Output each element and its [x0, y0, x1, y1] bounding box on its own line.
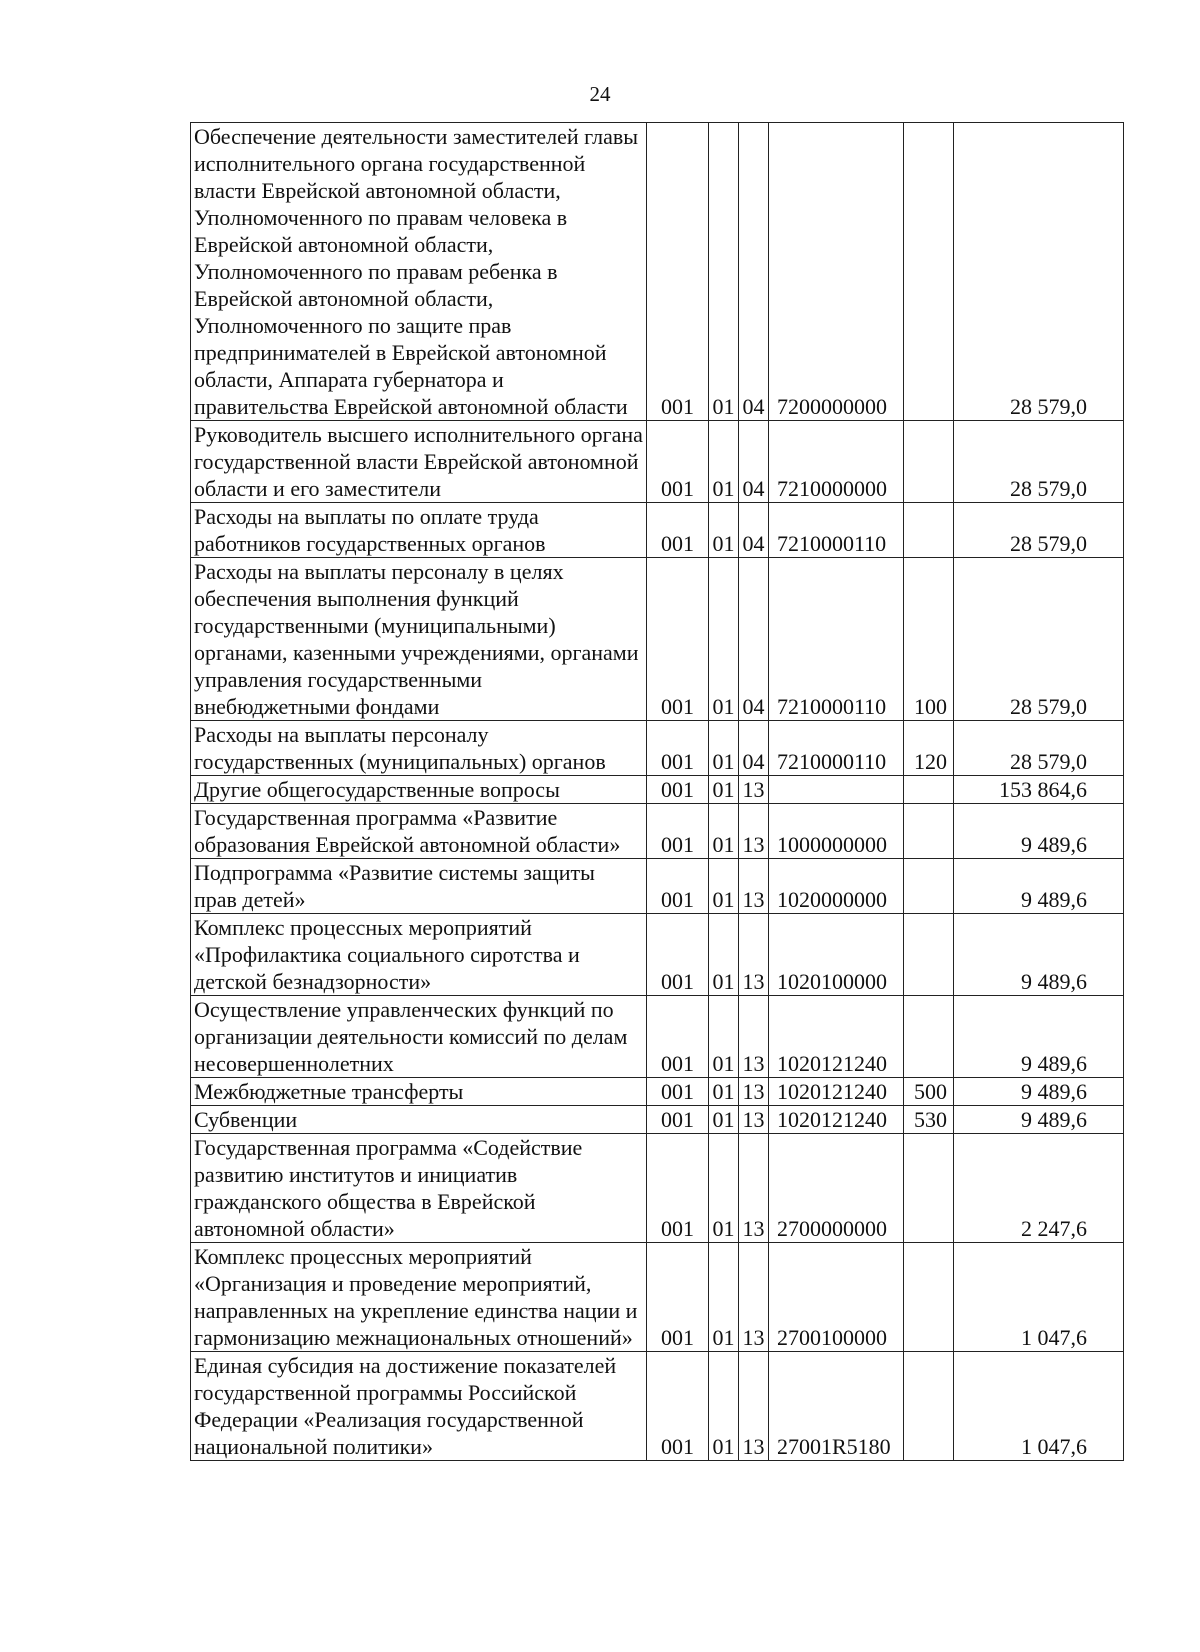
subsection-code-cell: 13 — [739, 776, 769, 804]
subsection-code-cell: 13 — [739, 1134, 769, 1243]
table-row — [191, 1243, 1124, 1352]
section-code-cell: 01 — [709, 776, 739, 804]
amount-cell: 9 489,6 — [954, 1106, 1124, 1134]
amount-cell: 28 579,0 — [954, 503, 1124, 558]
subsection-code-cell: 13 — [739, 1243, 769, 1352]
admin-code-cell: 001 — [647, 503, 709, 558]
row-name-cell: Комплекс процессных мероприятий «Организация и проведение мероприятий, направленных на укрепление единства нации и гармонизацию межнациональных отношений» — [191, 1243, 647, 1352]
admin-code-cell: 001 — [647, 1078, 709, 1106]
subsection-code-cell: 04 — [739, 421, 769, 503]
section-code-cell: 01 — [709, 859, 739, 914]
section-code-cell: 01 — [709, 1243, 739, 1352]
row-name-cell: Осуществление управленческих функций по организации деятельности комиссий по делам несовершеннолетних — [191, 996, 647, 1078]
amount-cell: 1 047,6 — [954, 1352, 1124, 1461]
expense-type-cell — [904, 804, 954, 859]
admin-code-cell: 001 — [647, 776, 709, 804]
admin-code-cell: 001 — [647, 721, 709, 776]
row-name-cell: Подпрограмма «Развитие системы защиты прав детей» — [191, 859, 647, 914]
section-code-cell: 01 — [709, 804, 739, 859]
admin-code-cell: 001 — [647, 859, 709, 914]
expense-type-cell — [904, 859, 954, 914]
expense-type-cell — [904, 123, 954, 421]
expense-type-cell — [904, 503, 954, 558]
target-article-cell: 7210000110 — [769, 721, 904, 776]
table-body — [191, 123, 1124, 1461]
subsection-code-cell: 04 — [739, 123, 769, 421]
table-row — [191, 776, 1124, 804]
page-number: 24 — [589, 82, 611, 106]
amount-cell: 28 579,0 — [954, 558, 1124, 721]
amount-cell: 2 247,6 — [954, 1134, 1124, 1243]
target-article-cell: 2700000000 — [769, 1134, 904, 1243]
expense-type-cell: 530 — [904, 1106, 954, 1134]
subsection-code-cell: 04 — [739, 558, 769, 721]
amount-cell: 9 489,6 — [954, 859, 1124, 914]
row-name-cell: Обеспечение деятельности заместителей главы исполнительного органа государственной власти Еврейской автономной области, Уполномоченного по правам человека в Еврейской автономной области, Уполномоченного по правам ребенка в Еврейской автономной области, Уполномоченного по защите прав предпринимателей в Еврейской автономной области, Аппарата губернатора и правительства Еврейской автономной области — [191, 123, 647, 421]
admin-code-cell: 001 — [647, 421, 709, 503]
subsection-code-cell: 13 — [739, 804, 769, 859]
section-code-cell: 01 — [709, 996, 739, 1078]
subsection-code-cell: 13 — [739, 1106, 769, 1134]
section-code-cell: 01 — [709, 123, 739, 421]
table-row — [191, 503, 1124, 558]
subsection-code-cell: 13 — [739, 1352, 769, 1461]
admin-code-cell: 001 — [647, 558, 709, 721]
row-name-cell: Государственная программа «Содействие развитию институтов и инициатив гражданского общества в Еврейской автономной области» — [191, 1134, 647, 1243]
subsection-code-cell: 13 — [739, 914, 769, 996]
row-name-cell: Субвенции — [191, 1106, 647, 1134]
table-row — [191, 721, 1124, 776]
subsection-code-cell: 04 — [739, 721, 769, 776]
table-row — [191, 558, 1124, 721]
section-code-cell: 01 — [709, 914, 739, 996]
admin-code-cell: 001 — [647, 123, 709, 421]
section-code-cell: 01 — [709, 503, 739, 558]
subsection-code-cell: 04 — [739, 503, 769, 558]
target-article-cell: 7200000000 — [769, 123, 904, 421]
table-row — [191, 1134, 1124, 1243]
subsection-code-cell: 13 — [739, 1078, 769, 1106]
target-article-cell — [769, 776, 904, 804]
target-article-cell: 27001R5180 — [769, 1352, 904, 1461]
admin-code-cell: 001 — [647, 1106, 709, 1134]
target-article-cell: 1020000000 — [769, 859, 904, 914]
row-name-cell: Руководитель высшего исполнительного органа государственной власти Еврейской автономной области и его заместители — [191, 421, 647, 503]
amount-cell: 28 579,0 — [954, 123, 1124, 421]
admin-code-cell: 001 — [647, 996, 709, 1078]
row-name-cell: Межбюджетные трансферты — [191, 1078, 647, 1106]
target-article-cell: 7210000110 — [769, 503, 904, 558]
row-name-cell: Единая субсидия на достижение показателей государственной программы Российской Федерации «Реализация государственной национальной политики» — [191, 1352, 647, 1461]
amount-cell: 28 579,0 — [954, 421, 1124, 503]
amount-cell: 9 489,6 — [954, 804, 1124, 859]
expense-type-cell: 120 — [904, 721, 954, 776]
section-code-cell: 01 — [709, 421, 739, 503]
target-article-cell: 7210000110 — [769, 558, 904, 721]
table-row — [191, 996, 1124, 1078]
expense-type-cell — [904, 1352, 954, 1461]
row-name-cell: Расходы на выплаты персоналу в целях обеспечения выполнения функций государственными (муниципальными) органами, казенными учреждениями, органами управления государственными внебюджетными фондами — [191, 558, 647, 721]
expense-type-cell — [904, 1243, 954, 1352]
expense-type-cell — [904, 1134, 954, 1243]
section-code-cell: 01 — [709, 1078, 739, 1106]
target-article-cell: 1020121240 — [769, 996, 904, 1078]
target-article-cell: 1020121240 — [769, 1106, 904, 1134]
table-row — [191, 1352, 1124, 1461]
table-row — [191, 804, 1124, 859]
table-row — [191, 914, 1124, 996]
admin-code-cell: 001 — [647, 1243, 709, 1352]
section-code-cell: 01 — [709, 558, 739, 721]
expense-type-cell — [904, 776, 954, 804]
expense-type-cell: 100 — [904, 558, 954, 721]
row-name-cell: Расходы на выплаты персоналу государственных (муниципальных) органов — [191, 721, 647, 776]
admin-code-cell: 001 — [647, 1352, 709, 1461]
row-name-cell: Государственная программа «Развитие образования Еврейской автономной области» — [191, 804, 647, 859]
admin-code-cell: 001 — [647, 804, 709, 859]
section-code-cell: 01 — [709, 1352, 739, 1461]
table-row — [191, 123, 1124, 421]
expense-type-cell — [904, 996, 954, 1078]
target-article-cell: 1020121240 — [769, 1078, 904, 1106]
table-row — [191, 859, 1124, 914]
subsection-code-cell: 13 — [739, 859, 769, 914]
table-row — [191, 1106, 1124, 1134]
amount-cell: 153 864,6 — [954, 776, 1124, 804]
table-row — [191, 421, 1124, 503]
section-code-cell: 01 — [709, 721, 739, 776]
table-row — [191, 1078, 1124, 1106]
target-article-cell: 7210000000 — [769, 421, 904, 503]
expense-type-cell — [904, 421, 954, 503]
row-name-cell: Комплекс процессных мероприятий «Профилактика социального сиротства и детской безнадзорности» — [191, 914, 647, 996]
budget-table — [190, 122, 1124, 1461]
section-code-cell: 01 — [709, 1106, 739, 1134]
row-name-cell: Расходы на выплаты по оплате труда работников государственных органов — [191, 503, 647, 558]
expense-type-cell — [904, 914, 954, 996]
subsection-code-cell: 13 — [739, 996, 769, 1078]
section-code-cell: 01 — [709, 1134, 739, 1243]
amount-cell: 9 489,6 — [954, 914, 1124, 996]
target-article-cell: 2700100000 — [769, 1243, 904, 1352]
row-name-cell: Другие общегосударственные вопросы — [191, 776, 647, 804]
amount-cell: 28 579,0 — [954, 721, 1124, 776]
admin-code-cell: 001 — [647, 914, 709, 996]
expense-type-cell: 500 — [904, 1078, 954, 1106]
amount-cell: 9 489,6 — [954, 1078, 1124, 1106]
amount-cell: 1 047,6 — [954, 1243, 1124, 1352]
admin-code-cell: 001 — [647, 1134, 709, 1243]
target-article-cell: 1020100000 — [769, 914, 904, 996]
target-article-cell: 1000000000 — [769, 804, 904, 859]
amount-cell: 9 489,6 — [954, 996, 1124, 1078]
